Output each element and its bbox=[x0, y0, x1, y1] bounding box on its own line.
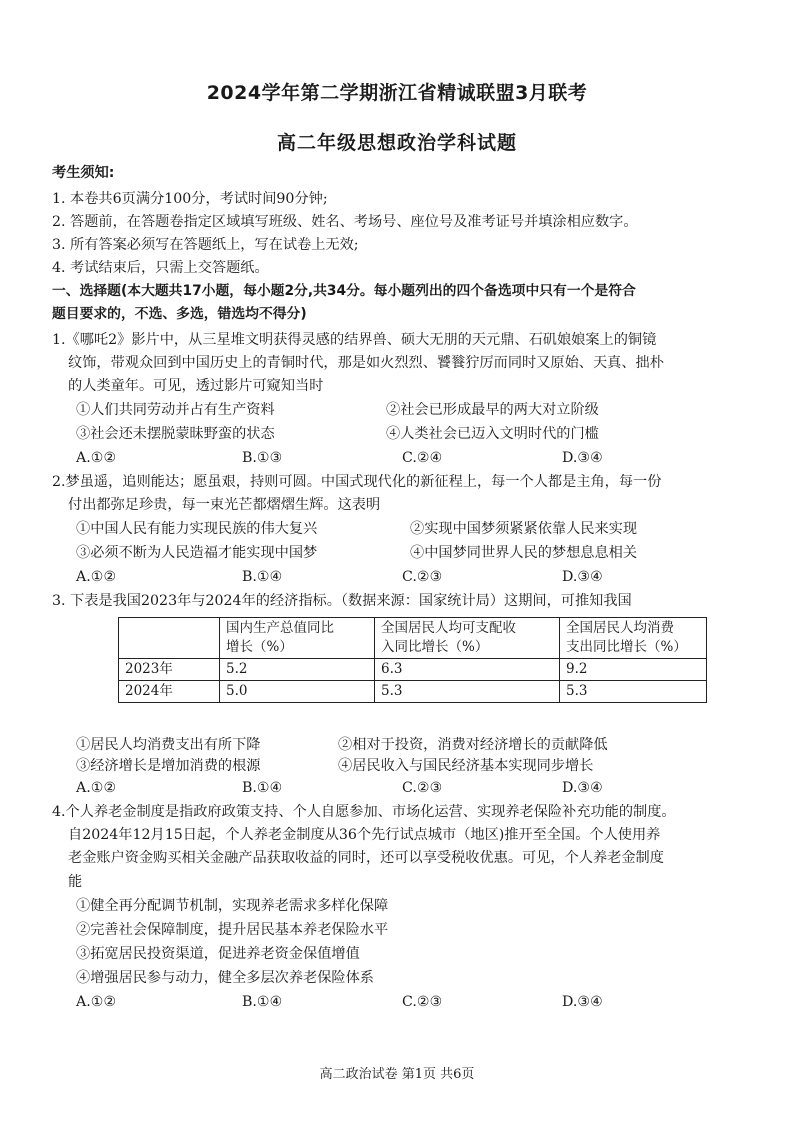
option-b: B.①④ bbox=[242, 994, 283, 1010]
table-row bbox=[119, 659, 707, 681]
notice-item: 2. 答题前，在答题卷指定区域填写班级、姓名、考场号、座位号及准考证号并填涂相应数字。 bbox=[52, 214, 638, 230]
question-text: 的人类童年。可见，透过影片可窥知当时 bbox=[68, 378, 324, 394]
table-header-cell: 全国居民人均消费 支出同比增长（%） bbox=[560, 618, 707, 659]
table-row bbox=[119, 681, 707, 703]
table-cell: 6.3 bbox=[375, 659, 560, 681]
statement: ③拓宽居民投资渠道，促进养老资金保值增值 bbox=[76, 946, 360, 962]
table-cell: 9.2 bbox=[560, 659, 707, 681]
notice-item: 1. 本卷共6页满分100分，考试时间90分钟; bbox=[52, 191, 328, 207]
option-c: C.②④ bbox=[402, 450, 443, 466]
statement: ④增强居民参与动力，健全多层次养老保险体系 bbox=[76, 970, 374, 986]
statement: ④中国梦同世界人民的梦想息息相关 bbox=[410, 545, 638, 561]
economic-indicators-table bbox=[118, 617, 707, 703]
statement: ①居民人均消费支出有所下降 bbox=[76, 737, 261, 753]
statement: ③经济增长是增加消费的根源 bbox=[76, 758, 261, 774]
table-header-cell bbox=[119, 618, 220, 659]
statement: ②社会已形成最早的两大对立阶级 bbox=[386, 402, 599, 418]
option-c: C.②③ bbox=[402, 780, 443, 796]
option-d: D.③④ bbox=[562, 994, 603, 1010]
table-cell: 5.2 bbox=[220, 659, 375, 681]
statement: ①健全再分配调节机制，实现养老需求多样化保障 bbox=[76, 898, 389, 914]
exam-title: 2024学年第二学期浙江省精诚联盟3月联考 bbox=[206, 82, 588, 104]
table-cell: 2024年 bbox=[119, 681, 220, 703]
notice-item: 3. 所有答案必须写在答题纸上，写在试卷上无效; bbox=[52, 237, 359, 253]
table-header-row bbox=[119, 618, 707, 659]
question-text: 老金账户资金购买相关金融产品获取收益的同时，还可以享受税收优惠。可见，个人养老金制度 bbox=[68, 850, 664, 866]
option-d: D.③④ bbox=[562, 780, 603, 796]
statement: ①中国人民有能力实现民族的伟大复兴 bbox=[76, 521, 318, 537]
option-b: B.①③ bbox=[242, 450, 283, 466]
statement: ④人类社会已迈入文明时代的门槛 bbox=[386, 426, 599, 442]
option-b: B.①④ bbox=[242, 569, 283, 585]
option-d: D.③④ bbox=[562, 450, 603, 466]
statement: ③社会还未摆脱蒙昧野蛮的状态 bbox=[76, 426, 275, 442]
table-cell: 5.3 bbox=[375, 681, 560, 703]
statement: ②实现中国梦须紧紧依靠人民来实现 bbox=[410, 521, 638, 537]
table-header-cell: 国内生产总值同比 增长（%） bbox=[220, 618, 375, 659]
question-text: 付出都弥足珍贵，每一束光芒都熠熠生辉。这表明 bbox=[68, 497, 381, 513]
question-text: 自2024年12月15日起，个人养老金制度从36个先行试点城市（地区)推开至全国。个人使用养 bbox=[68, 827, 661, 843]
option-a: A.①② bbox=[76, 994, 117, 1010]
statement: ①人们共同劳动并占有生产资料 bbox=[76, 402, 275, 418]
option-c: C.②③ bbox=[402, 569, 443, 585]
notice-heading: 考生须知: bbox=[52, 165, 115, 181]
question-text: 3. 下表是我国2023年与2024年的经济指标。（数据来源：国家统计局）这期间，可推知我国 bbox=[52, 593, 632, 609]
exam-subtitle: 高二年级思想政治学科试题 bbox=[276, 132, 517, 154]
option-a: A.①② bbox=[76, 780, 117, 796]
option-a: A.①② bbox=[76, 569, 117, 585]
question-text: 纹饰，带观众回到中国历史上的青铜时代，那是如火烈烈、饕餮狞厉而同时又原始、天真、拙朴 bbox=[68, 355, 664, 371]
section-heading-cont: 题目要求的，不选、多选，错选均不得分) bbox=[52, 306, 307, 322]
section-heading: 一、选择题(本大题共17小题，每小题2分,共34分。每小题列出的四个备选项中只有一个是符合 bbox=[52, 283, 636, 299]
option-b: B.①④ bbox=[242, 780, 283, 796]
table-header-cell: 全国居民人均可支配收 入同比增长（%） bbox=[375, 618, 560, 659]
question-text: 4.个人养老金制度是指政府政策支持、个人自愿参加、市场化运营、实现养老保险补充功能的制度。 bbox=[52, 804, 676, 820]
option-c: C.②③ bbox=[402, 994, 443, 1010]
page-footer: 高二政治试卷 第1页 共6页 bbox=[319, 1067, 475, 1082]
option-d: D.③④ bbox=[562, 569, 603, 585]
question-text: 2.梦虽遥，追则能达；愿虽艰，持则可圆。中国式现代化的新征程上，每一个人都是主角，每一份 bbox=[52, 474, 662, 490]
statement: ③必须不断为人民造福才能实现中国梦 bbox=[76, 545, 318, 561]
notice-item: 4. 考试结束后，只需上交答题纸。 bbox=[52, 260, 269, 276]
table-cell: 2023年 bbox=[119, 659, 220, 681]
question-text: 能 bbox=[68, 874, 83, 890]
statement: ②完善社会保障制度，提升居民基本养老保险水平 bbox=[76, 922, 389, 938]
option-a: A.①② bbox=[76, 450, 117, 466]
statement: ②相对于投资，消费对经济增长的贡献降低 bbox=[338, 737, 608, 753]
statement: ④居民收入与国民经济基本实现同步增长 bbox=[338, 758, 594, 774]
question-text: 1.《哪吒2》影片中，从三星堆文明获得灵感的结界兽、硕大无朋的天元鼎、石矶娘娘案上的铜镜 bbox=[52, 332, 657, 348]
table-cell: 5.3 bbox=[560, 681, 707, 703]
table-cell: 5.0 bbox=[220, 681, 375, 703]
